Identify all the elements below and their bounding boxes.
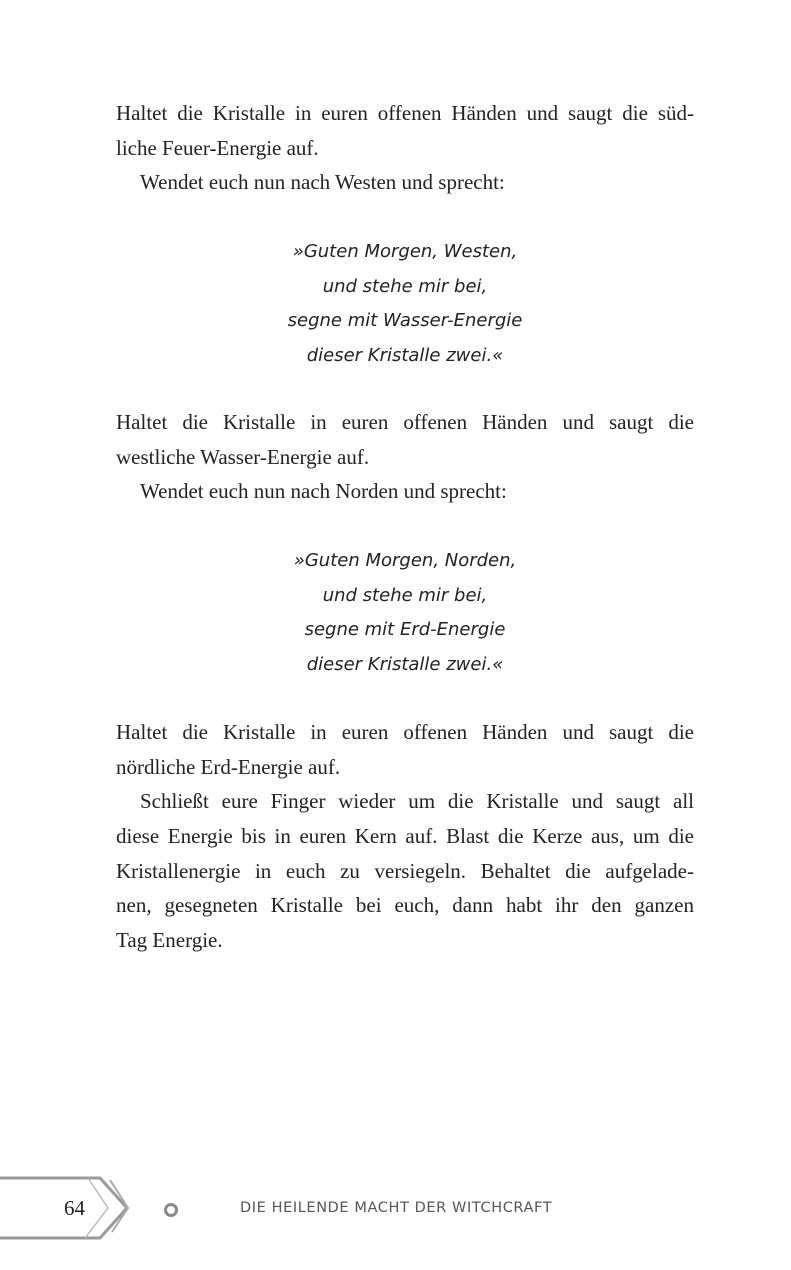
verse-line: und stehe mir bei,: [322, 275, 488, 297]
verse-line: segne mit Erd-Energie: [304, 619, 506, 640]
text-line: Kristallenergie in euch zu versiegeln. Behaltet die aufgelade-: [116, 858, 694, 883]
paragraph: [116, 96, 694, 200]
text-line: Tag Energie.: [116, 928, 223, 953]
text-line: nen, gesegneten Kristalle bei euch, dann habt ihr den ganzen: [116, 893, 694, 918]
page-number: 64: [64, 1196, 85, 1220]
text-line: Schließt eure Finger wieder um die Kristalle und saugt all: [140, 789, 694, 814]
page-footer: [0, 1170, 791, 1250]
text-line: westliche Wasser-Energie auf.: [116, 444, 370, 469]
paragraph: [116, 405, 694, 509]
text-line: nördliche Erd-Energie auf.: [116, 754, 341, 779]
verse-line: segne mit Wasser-Energie: [287, 310, 523, 331]
verse-line: dieser Kristalle zwei.«: [306, 653, 504, 675]
text-line: Haltet die Kristalle in euren offenen Händen und saugt die: [116, 410, 694, 434]
text-line: Haltet die Kristalle in euren offenen Händen und saugt die: [116, 720, 694, 744]
running-title: DIE HEILENDE MACHT DER WITCHCRAFT: [240, 1200, 553, 1216]
ornament-icon: [161, 1200, 181, 1220]
text-line: liche Feuer-Energie auf.: [116, 135, 319, 160]
text-line: diese Energie bis in euren Kern auf. Blast die Kerze aus, um die: [116, 824, 694, 849]
verse: [116, 235, 694, 373]
verse-line: und stehe mir bei,: [322, 584, 488, 606]
verse: [116, 544, 694, 682]
verse-line: »Guten Morgen, Norden,: [293, 550, 517, 571]
verse-line: »Guten Morgen, Westen,: [292, 241, 518, 262]
text-line: Wendet euch nun nach Westen und sprecht:: [140, 170, 505, 195]
text-line: Wendet euch nun nach Norden und sprecht:: [140, 479, 507, 504]
paragraph: [116, 715, 694, 958]
verse-line: dieser Kristalle zwei.«: [306, 344, 504, 366]
text-line: Haltet die Kristalle in euren offenen Händen und saugt die süd-: [116, 101, 694, 125]
